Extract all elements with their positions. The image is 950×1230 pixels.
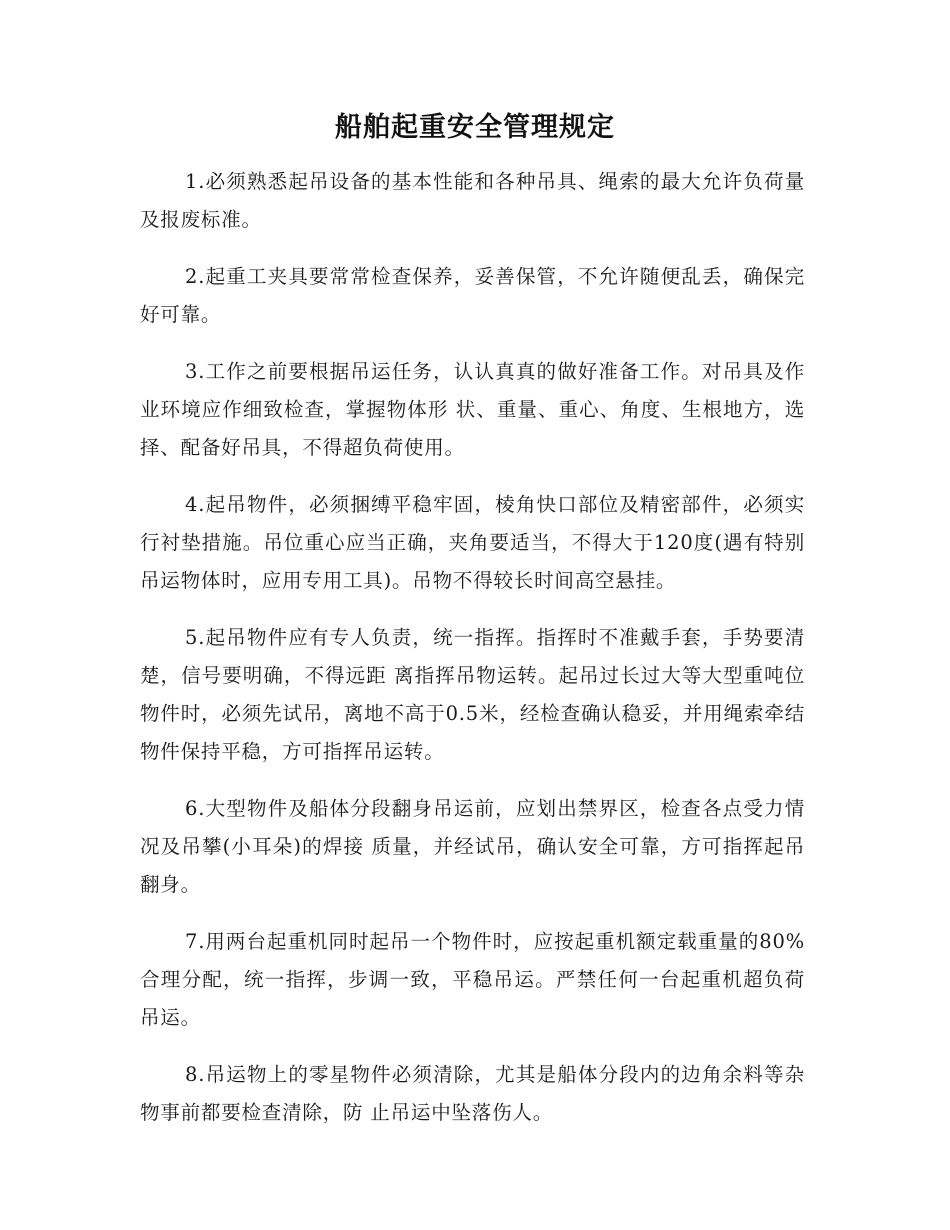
paragraph-6: 6.大型物件及船体分段翻身吊运前，应划出禁界区，检查各点受力情况及吊攀(小耳朵)的焊接 质量，并经试吊，确认安全可靠，方可指挥起吊翻身。 <box>140 797 805 896</box>
paragraph-5: 5.起吊物件应有专人负责，统一指挥。指挥时不准戴手套，手势要清楚，信号要明确，不得远距 离指挥吊物运转。起吊过长过大等大型重吨位物件时，必须先试吊，离地不高于0.5米，经检查确认稳妥，并用绳索牵结物件保持平稳，方可指挥吊运转。 <box>140 626 805 763</box>
paragraph-1: 1.必须熟悉起吊设备的基本性能和各种吊具、绳索的最大允许负荷量及报废标准。 <box>140 170 805 231</box>
document-body <box>140 163 805 1151</box>
paragraph-2: 2.起重工夹具要常常检查保养，妥善保管，不允许随便乱丢，确保完好可靠。 <box>140 265 805 326</box>
paragraph-3: 3.工作之前要根据吊运任务，认认真真的做好准备工作。对吊具及作业环境应作细致检查，掌握物体形 状、重量、重心、角度、生根地方，选择、配备好吊具，不得超负荷使用。 <box>140 360 805 459</box>
paragraph-4: 4.起吊物件，必须捆缚平稳牢固，棱角快口部位及精密部件，必须实行衬垫措施。吊位重心应当正确，夹角要适当，不得大于120度(遇有特别吊运物体时，应用专用工具)。吊物不得较长时间高空悬挂。 <box>140 493 805 592</box>
document-title: 船舶起重安全管理规定 <box>335 112 615 143</box>
paragraph-8: 8.吊运物上的零星物件必须清除，尤其是船体分段内的边角余料等杂物事前都要检查清除，防 止吊运中坠落伤人。 <box>140 1063 805 1124</box>
paragraph-7: 7.用两台起重机同时起吊一个物件时，应按起重机额定载重量的80%合理分配，统一指挥，步调一致，平稳吊运。严禁任何一台起重机超负荷吊运。 <box>140 930 805 1029</box>
